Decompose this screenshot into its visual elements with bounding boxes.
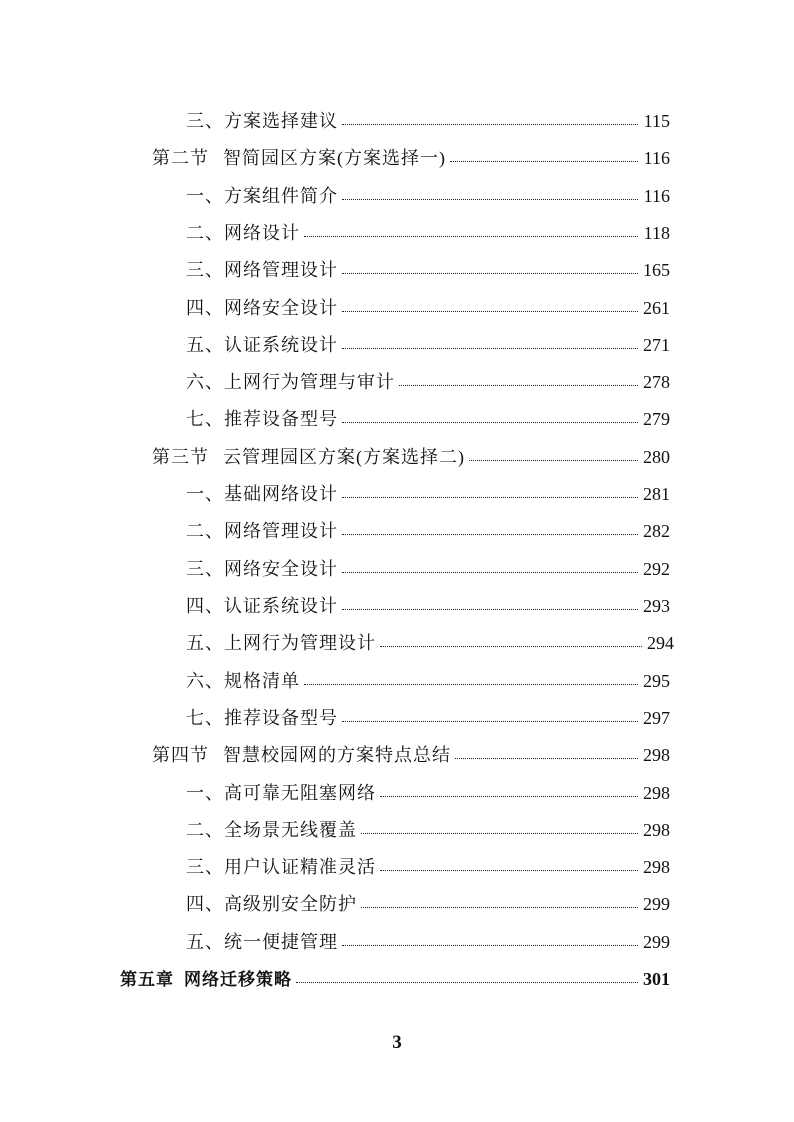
entry-page: 116 <box>643 148 670 168</box>
toc-entry <box>186 483 670 505</box>
leader-dots <box>342 344 638 349</box>
entry-title: 认证系统设计 <box>224 335 338 355</box>
leader-dots <box>380 866 638 871</box>
entry-number: 三、 <box>186 111 224 131</box>
leader-dots <box>361 903 638 908</box>
leader-dots <box>304 232 638 237</box>
leader-dots <box>342 195 638 200</box>
toc-entry <box>186 185 670 207</box>
entry-title: 方案选择建议 <box>224 111 338 131</box>
leader-dots <box>342 530 638 535</box>
entry-title: 规格清单 <box>224 671 300 691</box>
toc-entry <box>186 520 670 542</box>
entry-number: 三、 <box>186 857 224 877</box>
toc-entry <box>186 856 670 878</box>
leader-dots <box>342 493 638 498</box>
leader-dots <box>342 568 638 573</box>
toc-entry <box>186 632 674 654</box>
entry-page: 116 <box>643 186 670 206</box>
entry-page: 261 <box>643 298 670 318</box>
entry-title: 统一便捷管理 <box>224 932 338 952</box>
entry-number: 二、 <box>186 521 224 541</box>
entry-number: 四、 <box>186 894 224 914</box>
toc-section-entry <box>152 147 670 169</box>
entry-number: 五、 <box>186 335 224 355</box>
entry-title: 上网行为管理与审计 <box>224 372 395 392</box>
toc-entry <box>186 595 670 617</box>
leader-dots <box>361 829 638 834</box>
leader-dots <box>342 605 638 610</box>
toc-entry <box>186 222 670 244</box>
entry-page: 281 <box>643 484 670 504</box>
section-number: 第四节 <box>152 745 209 765</box>
leader-dots <box>380 642 642 647</box>
entry-page: 282 <box>643 521 670 541</box>
entry-number: 七、 <box>186 708 224 728</box>
entry-title: 认证系统设计 <box>224 596 338 616</box>
section-title: 云管理园区方案(方案选择二) <box>223 447 465 467</box>
leader-dots <box>342 941 638 946</box>
entry-page: 299 <box>643 894 670 914</box>
entry-number: 七、 <box>186 409 224 429</box>
toc-section-entry <box>152 744 670 766</box>
toc-chapter-entry <box>120 968 670 991</box>
entry-page: 301 <box>643 969 670 989</box>
entry-title: 网络管理设计 <box>224 521 338 541</box>
entry-number: 五、 <box>186 932 224 952</box>
toc-entry <box>186 893 670 915</box>
entry-title: 高可靠无阻塞网络 <box>224 783 376 803</box>
toc-entry <box>186 670 670 692</box>
section-title: 智简园区方案(方案选择一) <box>223 148 446 168</box>
entry-number: 一、 <box>186 186 224 206</box>
toc-entry <box>186 707 670 729</box>
entry-number: 五、 <box>186 633 224 653</box>
leader-dots <box>342 418 638 423</box>
entry-number: 三、 <box>186 260 224 280</box>
entry-page: 293 <box>643 596 670 616</box>
entry-page: 118 <box>643 223 670 243</box>
entry-page: 299 <box>643 932 670 952</box>
leader-dots <box>455 754 638 759</box>
toc-entry <box>186 259 670 281</box>
toc-entry <box>186 371 670 393</box>
leader-dots <box>296 978 638 983</box>
entry-title: 用户认证精准灵活 <box>224 857 376 877</box>
entry-page: 295 <box>643 671 670 691</box>
entry-page: 298 <box>643 745 670 765</box>
entry-page: 115 <box>643 111 670 131</box>
entry-number: 六、 <box>186 372 224 392</box>
entry-number: 三、 <box>186 559 224 579</box>
entry-number: 六、 <box>186 671 224 691</box>
leader-dots <box>342 307 638 312</box>
entry-page: 278 <box>643 372 670 392</box>
section-number: 第三节 <box>152 447 209 467</box>
entry-number: 二、 <box>186 223 224 243</box>
entry-page: 271 <box>643 335 670 355</box>
entry-page: 292 <box>643 559 670 579</box>
entry-title: 方案组件简介 <box>224 186 338 206</box>
section-number: 第二节 <box>152 148 209 168</box>
entry-page: 298 <box>643 857 670 877</box>
entry-title: 网络管理设计 <box>224 260 338 280</box>
entry-number: 四、 <box>186 298 224 318</box>
entry-number: 一、 <box>186 783 224 803</box>
leader-dots <box>342 717 638 722</box>
entry-page: 298 <box>643 783 670 803</box>
entry-title: 推荐设备型号 <box>224 708 338 728</box>
entry-page: 280 <box>643 447 670 467</box>
leader-dots <box>304 680 638 685</box>
toc-entry <box>186 782 670 804</box>
entry-title: 基础网络设计 <box>224 484 338 504</box>
entry-title: 上网行为管理设计 <box>224 633 376 653</box>
entry-page: 298 <box>643 820 670 840</box>
entry-page: 279 <box>643 409 670 429</box>
entry-title: 网络设计 <box>224 223 300 243</box>
toc-section-entry <box>152 446 670 468</box>
leader-dots <box>469 456 638 461</box>
entry-page: 294 <box>647 633 674 653</box>
leader-dots <box>342 269 638 274</box>
toc-entry <box>186 819 670 841</box>
toc-entry <box>186 297 670 319</box>
page-number: 3 <box>392 1032 402 1053</box>
leader-dots <box>399 381 638 386</box>
entry-page: 297 <box>643 708 670 728</box>
entry-title: 网络安全设计 <box>224 559 338 579</box>
entry-title: 高级别安全防护 <box>224 894 357 914</box>
entry-title: 推荐设备型号 <box>224 409 338 429</box>
toc-entry <box>186 110 670 132</box>
leader-dots <box>450 157 638 162</box>
entry-number: 四、 <box>186 596 224 616</box>
entry-title: 全场景无线覆盖 <box>224 820 357 840</box>
entry-title: 网络安全设计 <box>224 298 338 318</box>
toc-entry <box>186 931 670 953</box>
toc-entry <box>186 334 670 356</box>
entry-number: 二、 <box>186 820 224 840</box>
chapter-title: 网络迁移策略 <box>184 970 292 990</box>
toc-entry <box>186 408 670 430</box>
leader-dots <box>380 792 638 797</box>
leader-dots <box>342 120 638 125</box>
section-title: 智慧校园网的方案特点总结 <box>223 745 451 765</box>
entry-page: 165 <box>643 260 670 280</box>
entry-number: 一、 <box>186 484 224 504</box>
toc-entry <box>186 558 670 580</box>
chapter-number: 第五章 <box>120 970 174 990</box>
